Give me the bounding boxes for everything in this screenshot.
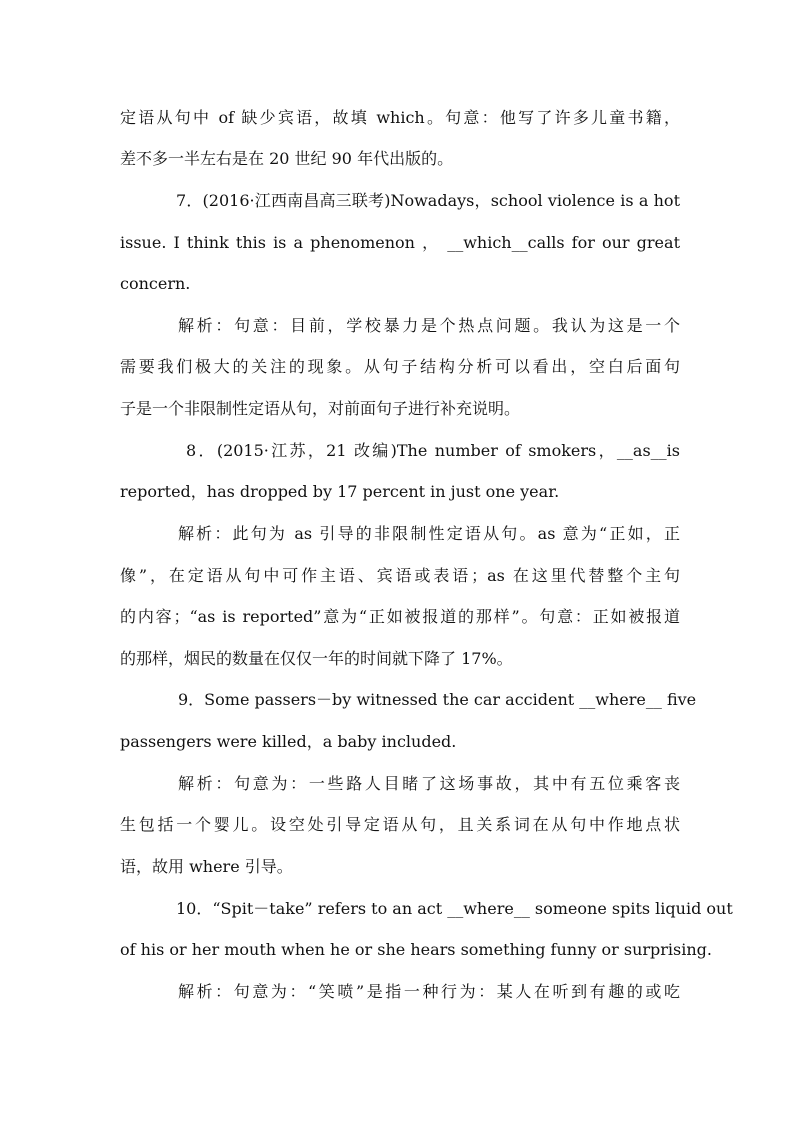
- text-line: 差不多一半左右是在 20 世纪 90 年代出版的。: [120, 149, 454, 168]
- text-line: 的那样，烟民的数量在仅仅一年的时间就下降了 17%。: [120, 649, 513, 668]
- text-line: 需要我们极大的关注的现象。从句子结构分析可以看出，空白后面句: [120, 357, 680, 376]
- question-10-line: 10．“Spit－take” refers to an act __where__ someone spits liquid out: [176, 899, 733, 918]
- question-8-line: 8．(2015·江苏，21 改编)The number of smokers，__as__is: [186, 441, 680, 460]
- question-9-line: 9．Some passers－by witnessed the car accident __where__ five: [178, 690, 697, 709]
- text-line: concern.: [120, 274, 191, 293]
- text-line: issue. I think this is a phenomenon ， __which__calls for our great: [120, 233, 680, 252]
- text-line: 子是一个非限制性定语从句，对前面句子进行补充说明。: [120, 399, 521, 418]
- analysis-line: 解析：句意：目前，学校暴力是个热点问题。我认为这是一个: [178, 316, 680, 335]
- text-line: passengers were killed，a baby included.: [120, 732, 457, 751]
- text-line: 语，故用 where 引导。: [120, 857, 293, 876]
- analysis-line: 解析：句意为：“笑喷”是指一种行为：某人在听到有趣的或吃: [178, 982, 680, 1001]
- text-line: 的内容；“as is reported”意为“正如被报道的那样”。句意：正如被报道: [120, 607, 680, 626]
- analysis-line: 解析：此句为 as 引导的非限制性定语从句。as 意为“正如，正: [178, 524, 680, 543]
- analysis-line: 解析：句意为：一些路人目睹了这场事故，其中有五位乘客丧: [178, 774, 680, 793]
- text-line: reported，has dropped by 17 percent in just one year.: [120, 482, 560, 501]
- text-line: 像”，在定语从句中可作主语、宾语或表语；as 在这里代替整个主句: [120, 566, 680, 585]
- text-line: of his or her mouth when he or she hears something funny or surprising.: [120, 940, 713, 959]
- text-line: 生包括一个婴儿。设空处引导定语从句，且关系词在从句中作地点状: [120, 815, 680, 834]
- text-line: 定语从句中 of 缺少宾语，故填 which。句意：他写了许多儿童书籍，: [120, 108, 680, 127]
- question-7-line: 7．(2016·江西南昌高三联考)Nowadays，school violence is a hot: [176, 191, 680, 210]
